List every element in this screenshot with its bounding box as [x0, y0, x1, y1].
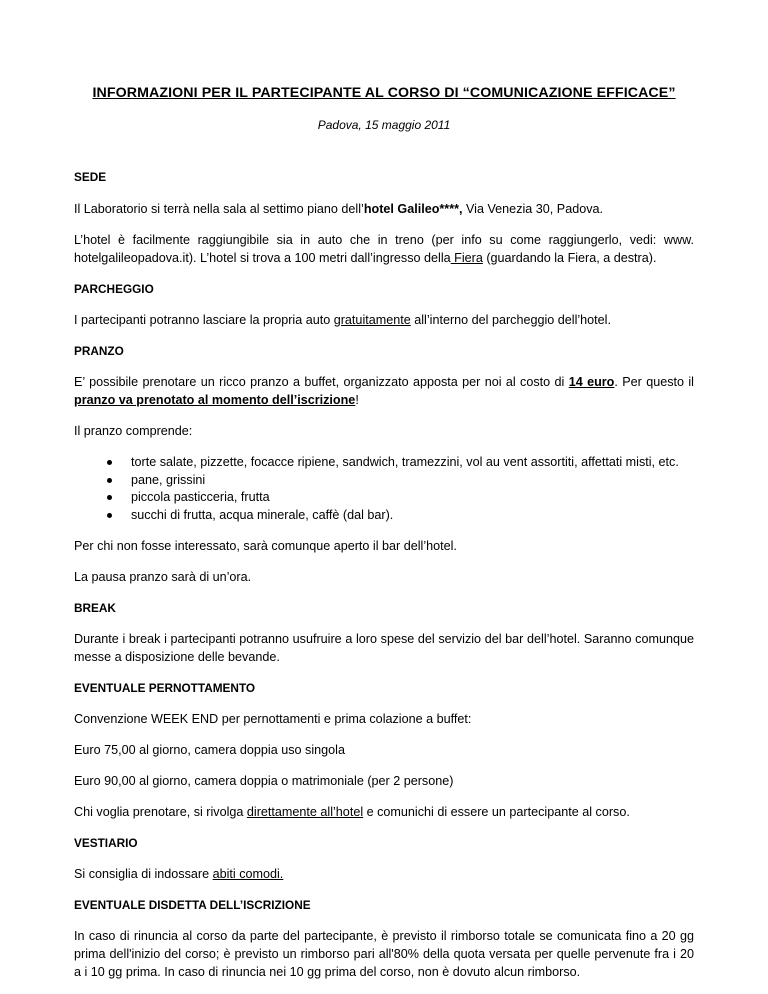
section-heading-sede: SEDE: [74, 170, 107, 184]
list-item: [107, 507, 694, 525]
bullet-icon: [107, 460, 112, 465]
pranzo-price: 14 euro: [568, 375, 615, 389]
disdetta-paragraph: In caso di rinuncia al corso da parte del partecipante, è previsto il rimborso totale se comunicata fino a 20 gg prima dell'inizio del corso; è previsto un rimborso pari all'80% della quota versata per quelle pervenute fra i 20 a i 10 gg prima. In caso di rinuncia nei 10 gg prima del corso, non è dovuto alcun rimborso.: [74, 929, 694, 979]
vestiario-abiti-comodi: abiti comodi.: [212, 867, 284, 881]
pernottamento-p4-tail: e comunichi di essere un partecipante al corso.: [363, 805, 630, 819]
sede-p2-text: L’hotel è facilmente raggiungibile sia in auto che in treno (per info su come raggiungerlo, vedi: www. hotelgalileopadova.it). L’hotel si trova a 100 metri dall’ingresso della: [74, 233, 694, 265]
section-heading-break: BREAK: [74, 601, 116, 615]
document-date: Padova, 15 maggio 2011: [317, 118, 451, 132]
pernottamento-paragraph-1: Convenzione WEEK END per pernottamenti e prima colazione a buffet:: [74, 712, 472, 726]
bullet-icon: [107, 478, 112, 483]
pranzo-menu-list: [74, 454, 694, 524]
section-heading-pranzo: PRANZO: [74, 344, 124, 358]
list-item-text: piccola pasticceria, frutta: [131, 490, 270, 504]
sede-p2-tail: (guardando la Fiera, a destra).: [482, 251, 657, 265]
section-heading-pernottamento: EVENTUALE PERNOTTAMENTO: [74, 681, 256, 695]
bullet-icon: [107, 513, 112, 518]
vestiario-paragraph: [74, 865, 694, 883]
pranzo-paragraph-bar: Per chi non fosse interessato, sarà comunque aperto il bar dell’hotel.: [74, 539, 457, 553]
parcheggio-gratuitamente: gratuitamente: [333, 313, 411, 327]
pernottamento-p4-text: Chi voglia prenotare, si rivolga: [74, 805, 247, 819]
list-item-text: torte salate, pizzette, focacce ripiene, sandwich, tramezzini, vol au vent assortiti, affettati misti, etc.: [131, 455, 679, 469]
break-paragraph: Durante i break i partecipanti potranno usufruire a loro spese del servizio del bar dell’hotel. Saranno comunque messe a disposizione delle bevande.: [74, 632, 694, 664]
bullet-icon: [107, 495, 112, 500]
list-item: [107, 454, 694, 472]
list-item-text: pane, grissini: [131, 472, 206, 487]
pranzo-paragraph-pausa: La pausa pranzo sarà di un’ora.: [74, 570, 252, 584]
fiera-link-text: Fiera: [450, 251, 483, 265]
sede-paragraph-2: [74, 231, 694, 267]
vestiario-text: Si consiglia di indossare: [74, 867, 213, 881]
pernottamento-paragraph-4: [74, 803, 694, 821]
pranzo-paragraph-1: [74, 373, 694, 409]
section-heading-parcheggio: PARCHEGGIO: [74, 282, 154, 296]
pernottamento-price-double: Euro 90,00 al giorno, camera doppia o matrimoniale (per 2 persone): [74, 774, 454, 788]
pernottamento-price-single: Euro 75,00 al giorno, camera doppia uso singola: [74, 743, 345, 757]
pernottamento-direct-hotel: direttamente all’hotel: [246, 805, 364, 819]
section-heading-vestiario: VESTIARIO: [74, 836, 138, 850]
list-item: [107, 489, 694, 507]
sede-paragraph-1: [74, 200, 694, 218]
parcheggio-tail: all’interno del parcheggio dell’hotel.: [410, 313, 611, 327]
section-heading-disdetta: EVENTUALE DISDETTA DELL’ISCRIZIONE: [74, 898, 311, 912]
pranzo-booking-note: pranzo va prenotato al momento dell’iscrizione: [74, 393, 356, 407]
pranzo-p1-tail: !: [355, 393, 359, 407]
list-item-text: succhi di frutta, acqua minerale, caffè (dal bar).: [131, 507, 394, 522]
parcheggio-text: I partecipanti potranno lasciare la propria auto: [74, 313, 334, 327]
hotel-name: hotel Galileo****,: [363, 202, 463, 216]
sede-address: Via Venezia 30, Padova.: [462, 202, 604, 216]
parcheggio-paragraph: [74, 311, 694, 329]
pranzo-p1-text: E’ possibile prenotare un ricco pranzo a buffet, organizzato apposta per noi al costo di: [74, 375, 569, 389]
sede-p1-text: Il Laboratorio si terrà nella sala al settimo piano dell’: [74, 202, 364, 216]
pranzo-intro: Il pranzo comprende:: [74, 424, 193, 438]
list-item: [107, 472, 694, 490]
pranzo-p1-mid: . Per questo il: [614, 375, 694, 389]
document-title: INFORMAZIONI PER IL PARTECIPANTE AL CORSO DI “COMUNICAZIONE EFFICACE”: [92, 85, 676, 101]
